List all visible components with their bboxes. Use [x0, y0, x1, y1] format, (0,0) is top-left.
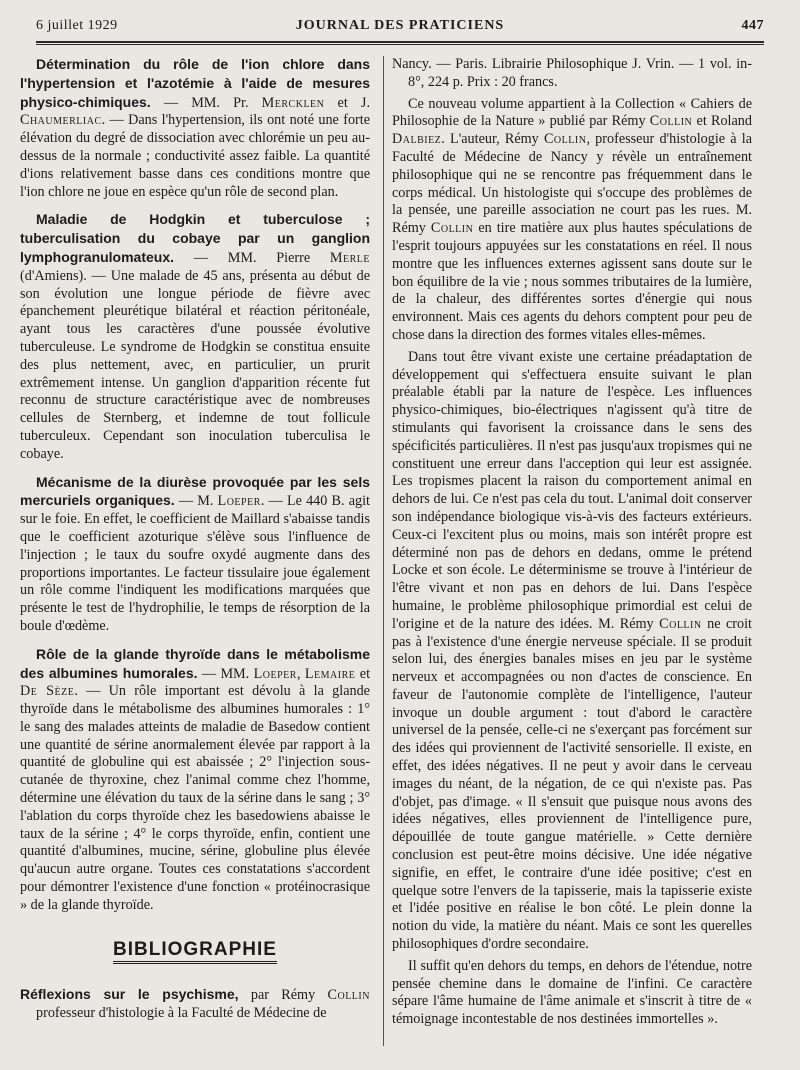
- book-review-body: professeur d'histologie à la Faculté de Médecine de: [36, 1005, 327, 1022]
- author-name: Dalbiez: [392, 131, 442, 148]
- article-body: . — Dans l'hypertension, ils ont noté une forte élévation du degré de dissociation avec chlorémie un peu au-dessus de la normale ; conductivité assez faible. La quantité d'ions relativement basse dans ces conditions montre que l'ion chlore ne joue en espèce qu'un rôle de second plan.: [20, 112, 370, 200]
- article-title: Maladie de Hodgkin et tuberculose ; tuberculisation du cobaye par un ganglion lymphogranulomateux.: [20, 211, 370, 265]
- review-paragraph-3: Il suffit qu'en dehors du temps, en dehors de l'étendue, notre pensée chemine dans le domaine de l'infini. Ce caractère sépare l'âme humaine de l'âme animale et s'inscrit à titre de « témoignage incontestable de nos destinées immortelles ».: [392, 957, 752, 1028]
- author-name: Collin: [430, 220, 474, 237]
- article-body: . — Le 440 B. agit sur le foie. En effet, le coefficient de Maillard s'abaisse tandis que le coefficient azoturique s'élève sous l'influence de l'injection ; le taux du soufre oxydé augmente dans des proportions importantes. Le facteur tissulaire joue également un rôle comme l'indiquent les modifications marquées que présente le test de l'hydrophilie, le temps de résorption de la boule d'œdème.: [20, 493, 370, 634]
- header-journal-title: JOURNAL DES PRATICIENS: [295, 18, 505, 33]
- article-chlore: [20, 56, 370, 201]
- article-body: (d'Amiens). — Une malade de 45 ans, présenta au début de son évolution une longue période de fièvre avec épanchement pleurétique bilatéral et réaction péritonéale, ayant tous les caractères d'une poussée évolutive tuberculeuse. Le syndrome de Hodgkin se constitua ensuite des plus nettement, avec, en particulier, un prurit extrêmement intense. Un ganglion d'apparition récente fut reconnu de structure caractéristique avec de nombreuses cellules de Sternberg, et indemne de tout follicule tuberculeux. Cependant son inoculation tuberculisa le cobaye.: [20, 267, 370, 462]
- review-paragraph-1: [392, 96, 752, 345]
- text-connector: et J.: [324, 94, 370, 111]
- author-name: Merle: [329, 249, 370, 266]
- authors-prefix: — M.: [174, 493, 218, 510]
- authors-prefix: — MM.: [197, 665, 254, 682]
- text-connector: et: [355, 665, 371, 682]
- review-text: , professeur d'histologie à la Faculté de Médecine de Nancy y révèle un entraînement philosophique qui ne se rencontre pas fréquemment dans le corps médical. Un histologiste qui s'occupe des problèmes de la pensée, une pareille association ne court pas les rues. M. Rémy: [392, 131, 752, 237]
- book-publication-info: Nancy. — Paris. Librairie Philosophique J. Vrin. — 1 vol. in-8°, 224 p. Prix : 20 francs.: [392, 56, 752, 90]
- review-text: Ce nouveau volume appartient à la Collection « Cahiers de Philosophie de la Nature » publié par Rémy: [392, 95, 752, 130]
- author-name: Mercklen: [261, 94, 325, 111]
- author-name: De Sèze: [20, 683, 75, 700]
- section-heading-text: BIBLIOGRAPHIE: [113, 941, 277, 965]
- text-connector: par Rémy: [238, 987, 328, 1004]
- authors-prefix: — MM. Pr.: [150, 94, 262, 111]
- author-name: Loeper: [253, 665, 297, 682]
- book-title: Réflexions sur le psychisme,: [20, 986, 239, 1003]
- header-rule: [36, 41, 764, 43]
- column-divider: [383, 56, 384, 1046]
- author-name: Collin: [659, 615, 702, 632]
- author-name: Loeper: [217, 493, 261, 510]
- book-review-intro: [20, 986, 370, 1023]
- text-connector: ,: [296, 665, 305, 682]
- article-hodgkin: [20, 211, 370, 463]
- header-page-number: 447: [741, 18, 764, 33]
- article-title: Rôle de la glande thyroïde dans le métabolisme des albumines humorales.: [20, 645, 370, 681]
- author-name: Collin: [543, 131, 587, 148]
- left-column: [20, 56, 370, 1033]
- review-text: . L'auteur, Rémy: [441, 131, 544, 148]
- article-title: Détermination du rôle de l'ion chlore dans l'hypertension et l'azotémie à l'aide de mesures physico-chimiques.: [20, 56, 370, 110]
- right-column: [392, 56, 752, 1033]
- review-text: et Roland: [692, 113, 752, 130]
- review-text: Dans tout être vivant existe une certaine préadaptation de développement qui s'effectuera ensuite suivant le plan préalable établi par la nature de l'espèce. Les influences physico-chimiques, bio-électriques n'agissent qu'à titre de stimulants qui favorisent la croissance dans le sens des spécificités particulières. Il n'est pas jusqu'aux tropismes qui ne constituent une erreur dans l'acception qui leur est assignée. Les tropismes placent la raison du comportement animal en dehors de lui. Ce n'est pas cela du tout. L'animal doit conserver son indépendance biologique vis-à-vis des facteurs extérieurs. Ceux-ci l'excitent plus ou moins, mais son intérêt propre est déterminé non pas de dehors en dedans, omme le prétend Locke et son école. Le déterminisme se trouve à l'intérieur de l'être vivant et non pas en dehors de lui. Dans l'espèce humaine, le problème philosophique primordial est celui de l'origine et de la nature des idées. M. Rémy: [392, 348, 752, 632]
- author-name: Collin: [327, 987, 370, 1004]
- authors-prefix: — MM. Pierre: [174, 249, 330, 266]
- author-name: Chaumerliac: [20, 112, 102, 129]
- review-text: en tire matière aux plus hautes spéculations de l'esprit toujours appuyées sur les constatations en réel. Il nous montre que les influences externes agissent sans doute sur le bon équilibre de la vie ; nous sommes tributaires de la lumière, de la chaleur, des différentes sortes d'énergie qui nous environnent. Mais ces agents du dehors comptent pour peu de chose dans la direction des formes vitales elles-mêmes.: [392, 220, 752, 343]
- article-body: . — Un rôle important est dévolu à la glande thyroïde dans le métabolisme des albumines humorales : 1° le sang des malades atteints de maladie de Basedow contient une quantité de sérine anormalement élevée par rapport à la quantité de globuline qui est abaissée ; 2° l'injection sous-cutanée de thyroxine, chez l'animal comme chez l'homme, détermine une élévation du taux de la sérine dans le sang ; 3° l'ablation du corps thyroïde chez les basedowiens abaisse le taux de la sérine ; 4° le corps thyroïde, enfin, contient une quantité d'albumines, mucine, sérine, globuline plus élevée qu'aucun autre organe. Toutes ces constatations s'accordent pour démontrer l'existence d'une fonction « protéinocrasique » de la glande thyroïde.: [20, 683, 370, 913]
- review-text: ne croit pas à l'existence d'une énergie nerveuse spéciale. Il se produit selon lui, des énergies banales mises en jeu par le système nerveux et accompagnées ou non d'actes de conscience. En faveur de l'autonomie complète de l'intelligence, l'auteur invoque un double argument : tout d'abord le caractère universel de la pensée, celle-ci ne s'exerçant pas forcément sur des idées qui proviennent de l'activité sensorielle. Il existe, en effet, des idées négatives. Il ne peut y avoir dans le cerveau images du néant, de la négation, de ce qui n'existe pas. Pas d'objet, pas d'image. « Il s'ensuit que puisque nous avons des idées négatives, elles proviennent de l'intelligence pure, dépouillée de toute gangue matérielle. » Cette dernière conclusion est peut-être moins décisive. Une idée négative signifie, en effet, le contraire d'une idée positive; c'est en quelque sotre l'envers de la tapisserie, mais la tapisserie existe et l'idée positive en réalise le bon côté. Le plein donne la notion du vide, la matière du néant. Mais ce sont les querelles philosophiques d'ordre secondaire.: [392, 615, 752, 953]
- header-rule-thin: [36, 44, 764, 45]
- review-paragraph-2: [392, 349, 752, 954]
- section-heading-bibliographie: [20, 938, 370, 965]
- author-name: Collin: [649, 113, 693, 130]
- header-date: 6 juillet 1929: [36, 18, 118, 33]
- article-thyroide: [20, 646, 370, 915]
- article-diurese: [20, 474, 370, 636]
- author-name: Lemaire: [304, 665, 356, 682]
- running-header: [36, 18, 764, 38]
- article-title: Mécanisme de la diurèse provoquée par les sels mercuriels organiques.: [20, 473, 370, 509]
